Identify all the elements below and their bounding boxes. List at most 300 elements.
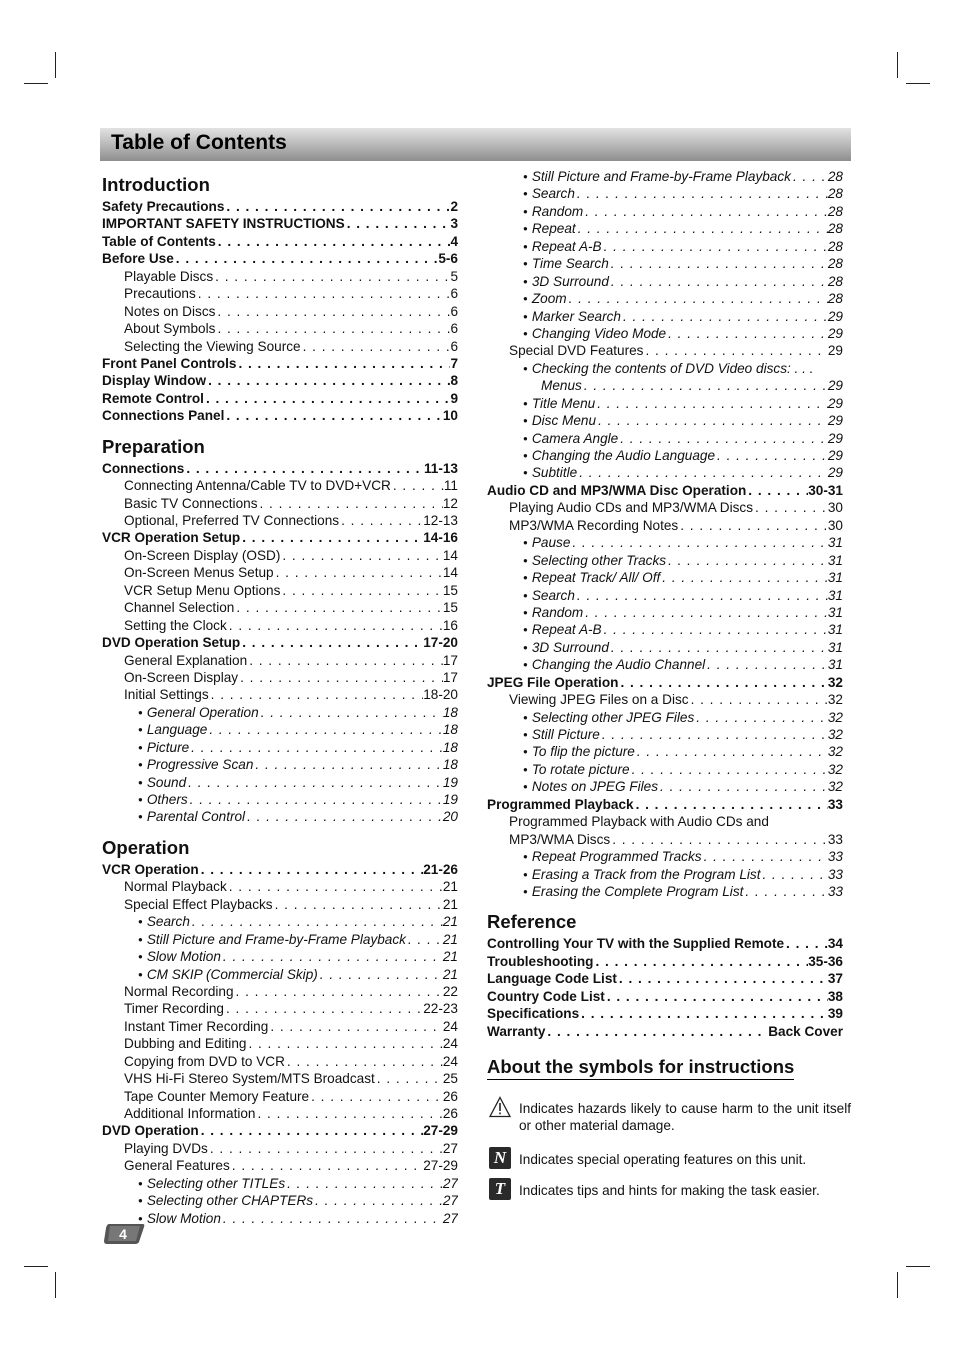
dot-leader — [567, 290, 828, 307]
toc-entry-title: ● Others — [138, 791, 188, 808]
toc-entry-title: Programmed Playback — [487, 796, 634, 812]
toc-entry-page: 26 — [442, 1106, 458, 1121]
toc-entry[interactable] — [487, 290, 843, 307]
toc-entry-title: ● To flip the picture — [523, 743, 635, 760]
dot-leader — [666, 552, 828, 569]
toc-entry-page: 30 — [827, 500, 843, 516]
toc-entry[interactable] — [102, 372, 458, 389]
toc-entry-page: 29 — [827, 308, 843, 324]
toc-entry-page: 29 — [827, 430, 843, 446]
dot-leader — [227, 617, 443, 634]
toc-entry-page: 18-20 — [423, 687, 458, 703]
toc-entry[interactable] — [487, 778, 843, 795]
dot-leader — [634, 796, 828, 813]
toc-entry-page: 11-13 — [423, 460, 458, 476]
toc-entry-page: 19 — [442, 774, 458, 790]
toc-entry[interactable] — [487, 848, 843, 865]
dot-leader — [694, 709, 828, 726]
toc-entry-title: ● Repeat A-B — [523, 238, 602, 255]
toc-entry-title: Tape Counter Memory Feature — [124, 1088, 310, 1104]
toc-entry[interactable] — [487, 464, 843, 481]
toc-entry-page: 32 — [827, 709, 843, 725]
toc-entry-page: 2 — [450, 199, 458, 214]
toc-entry-title: ● Title Menu — [523, 395, 595, 412]
toc-entry-page: 27 — [442, 1210, 458, 1226]
toc-entry[interactable] — [487, 499, 843, 516]
toc-entry-page: 17-20 — [423, 635, 458, 651]
dot-leader — [678, 517, 828, 534]
toc-entry-title: Timer Recording — [124, 1001, 224, 1017]
toc-entry-title: ● Changing the Audio Language — [523, 447, 715, 464]
dot-leader — [209, 686, 424, 703]
dot-leader — [753, 499, 828, 516]
toc-entry-title: ● Repeat A-B — [523, 621, 602, 638]
toc-entry[interactable] — [487, 534, 843, 551]
dot-leader — [236, 355, 450, 372]
toc-entry-page: 33 — [827, 866, 843, 882]
toc-entry[interactable] — [487, 621, 843, 638]
toc-entry[interactable] — [102, 878, 458, 895]
toc-entry-page: 21 — [442, 914, 458, 930]
toc-entry[interactable] — [102, 808, 458, 825]
toc-entry[interactable] — [102, 1018, 458, 1035]
toc-entry[interactable] — [487, 953, 843, 970]
dot-leader — [280, 582, 442, 599]
toc-entry-page: 33 — [827, 831, 843, 847]
toc-entry-title: ● Camera Angle — [523, 430, 618, 447]
toc-entry[interactable] — [102, 547, 458, 564]
toc-entry[interactable] — [487, 220, 843, 237]
dot-leader — [240, 634, 423, 651]
toc-entry-page: 27 — [442, 1175, 458, 1191]
toc-entry[interactable] — [487, 255, 843, 272]
toc-entry-title: Viewing JPEG Files on a Disc — [509, 692, 689, 708]
section-heading: Introduction — [102, 174, 210, 195]
toc-entry[interactable] — [487, 639, 843, 656]
toc-entry[interactable] — [487, 587, 843, 604]
toc-entry-title: Remote Control — [102, 390, 204, 406]
toc-entry-title: About Symbols — [124, 321, 216, 337]
dot-leader — [245, 808, 443, 825]
toc-entry[interactable] — [102, 198, 458, 215]
toc-entry[interactable] — [102, 460, 458, 477]
toc-entry[interactable] — [102, 669, 458, 686]
toc-entry[interactable] — [487, 656, 843, 673]
toc-entry[interactable] — [487, 866, 843, 883]
toc-entry[interactable] — [102, 599, 458, 616]
toc-entry-page: 33 — [827, 796, 843, 812]
toc-entry-title: ● Subtitle — [523, 464, 577, 481]
toc-entry[interactable] — [102, 1053, 458, 1070]
toc-entry[interactable] — [102, 1157, 458, 1174]
toc-entry-title: Basic TV Connections — [124, 495, 258, 511]
toc-entry[interactable] — [102, 1122, 458, 1139]
toc-entry-page: 31 — [827, 657, 843, 673]
toc-entry[interactable] — [102, 285, 458, 302]
toc-entry[interactable] — [487, 552, 843, 569]
toc-entry[interactable] — [102, 1140, 458, 1157]
dot-leader — [596, 412, 828, 429]
toc-entry-title: ● Still Picture and Frame-by-Frame Playback — [138, 931, 406, 948]
dot-leader — [575, 587, 828, 604]
dot-leader — [570, 534, 827, 551]
toc-entry-title: ● Repeat — [523, 220, 576, 237]
toc-entry-title: VCR Operation — [102, 861, 199, 877]
toc-entry-title: ● Checking the contents of DVD Video discs: . . . — [523, 360, 813, 377]
toc-entry[interactable] — [102, 233, 458, 250]
toc-entry[interactable] — [102, 1210, 458, 1227]
toc-entry-page: 24 — [442, 1036, 458, 1052]
toc-entry-page: 11 — [443, 478, 458, 494]
toc-entry[interactable] — [102, 215, 458, 232]
toc-entry-title: Before Use — [102, 251, 174, 267]
dot-leader — [238, 669, 443, 686]
toc-entry-page: 14 — [442, 547, 458, 563]
toc-entry[interactable] — [102, 948, 458, 965]
toc-entry[interactable] — [102, 495, 458, 512]
toc-entry[interactable] — [102, 529, 458, 546]
dot-leader — [593, 953, 808, 970]
toc-entry[interactable] — [102, 791, 458, 808]
toc-entry-title: Copying from DVD to VCR — [124, 1053, 285, 1069]
toc-entry-page: 24 — [442, 1053, 458, 1069]
toc-entry[interactable] — [487, 273, 843, 290]
toc-entry[interactable] — [487, 761, 843, 778]
toc-entry[interactable] — [487, 988, 843, 1005]
crop-mark — [55, 1272, 56, 1298]
toc-entry[interactable] — [487, 569, 843, 586]
toc-entry[interactable] — [487, 447, 843, 464]
dot-leader — [595, 395, 828, 412]
toc-entry-page: 32 — [827, 744, 843, 760]
toc-entry-page: 17 — [442, 652, 458, 668]
toc-entry[interactable] — [487, 308, 843, 325]
toc-entry-title: ● Progressive Scan — [138, 756, 253, 773]
crop-mark — [906, 83, 930, 84]
dot-leader — [213, 268, 450, 285]
crop-mark — [24, 1266, 48, 1267]
toc-entry[interactable] — [102, 477, 458, 494]
note-n-icon: N — [489, 1147, 511, 1169]
toc-entry-title: ● Repeat Programmed Tracks — [523, 848, 702, 865]
toc-entry-title: DVD Operation Setup — [102, 635, 241, 651]
toc-entry[interactable] — [102, 1175, 458, 1192]
toc-entry-title: Connections — [102, 460, 185, 476]
toc-entry-page: 31 — [827, 604, 843, 620]
toc-entry-page: 32 — [827, 692, 843, 708]
toc-entry[interactable] — [102, 634, 458, 651]
section-heading: Operation — [102, 836, 190, 858]
toc-entry-title: Precautions — [124, 286, 196, 302]
toc-entry-page: 14 — [442, 565, 458, 581]
toc-entry[interactable] — [487, 831, 843, 848]
dot-leader — [247, 652, 443, 669]
toc-entry-title: Setting the Clock — [124, 617, 227, 633]
toc-entry-page: 27 — [442, 1193, 458, 1209]
toc-entry-page: 28 — [827, 238, 843, 254]
symbol-item-note — [489, 1147, 851, 1171]
toc-entry-page: 27-29 — [423, 1158, 458, 1174]
dot-leader — [215, 320, 450, 337]
dot-leader — [309, 1088, 443, 1105]
toc-entry-page: 29 — [827, 395, 843, 411]
toc-entry-page: 31 — [827, 552, 843, 568]
toc-entry-title: ● Search — [523, 587, 575, 604]
dot-leader — [715, 447, 828, 464]
dot-leader — [609, 255, 828, 272]
toc-entry-page: 32 — [827, 674, 843, 690]
toc-entry[interactable] — [102, 983, 458, 1000]
toc-entry-page: 38 — [827, 988, 843, 1004]
toc-entry[interactable] — [102, 1192, 458, 1209]
toc-entry[interactable] — [102, 564, 458, 581]
dot-leader — [575, 185, 828, 202]
toc-entry[interactable] — [487, 360, 843, 377]
toc-entry[interactable] — [102, 739, 458, 756]
toc-entry[interactable] — [487, 743, 843, 760]
toc-entry[interactable] — [102, 704, 458, 721]
toc-entry-page: 29 — [827, 325, 843, 341]
dot-leader — [791, 168, 828, 185]
dot-leader — [643, 342, 827, 359]
toc-entry-page: 15 — [442, 582, 458, 598]
dot-leader — [206, 372, 450, 389]
toc-entry-title: Normal Recording — [124, 983, 234, 999]
toc-entry-page: 28 — [827, 256, 843, 272]
toc-entry-page: 29 — [827, 343, 843, 359]
toc-entry[interactable] — [102, 774, 458, 791]
toc-entry-title: ● Still Picture — [523, 726, 600, 743]
toc-entry[interactable] — [487, 203, 843, 220]
toc-entry-title: ● Parental Control — [138, 808, 245, 825]
dot-leader — [240, 529, 423, 546]
toc-entry-title: ● Picture — [138, 739, 189, 756]
toc-entry[interactable] — [102, 652, 458, 669]
toc-entry-page: 18 — [442, 722, 458, 738]
dot-leader — [318, 966, 443, 983]
toc-entry-title: ● Marker Search — [523, 308, 621, 325]
dot-leader — [301, 338, 451, 355]
toc-entry-title: Normal Playback — [124, 879, 227, 895]
toc-entry[interactable] — [487, 1005, 843, 1022]
dot-leader — [186, 774, 443, 791]
toc-entry[interactable] — [102, 407, 458, 424]
toc-entry-page: 21-26 — [423, 861, 458, 877]
toc-entry-title: DVD Operation — [102, 1123, 199, 1139]
dot-leader — [618, 430, 828, 447]
dot-leader — [189, 739, 443, 756]
toc-entry-page: 6 — [450, 303, 458, 319]
toc-entry[interactable] — [487, 935, 843, 952]
toc-entry[interactable] — [487, 377, 843, 394]
toc-entry-page: 19 — [442, 792, 458, 807]
toc-entry[interactable] — [102, 320, 458, 337]
toc-entry[interactable] — [102, 861, 458, 878]
toc-entry-page: 3 — [450, 216, 458, 232]
toc-entry-title: Menus — [541, 378, 582, 394]
toc-entry-title: Display Window — [102, 373, 207, 389]
toc-entry[interactable] — [487, 691, 843, 708]
dot-leader — [274, 564, 443, 581]
page-number-badge — [103, 1222, 145, 1246]
toc-entry[interactable] — [487, 185, 843, 202]
toc-entry[interactable] — [102, 1000, 458, 1017]
dot-leader — [215, 303, 450, 320]
dot-leader — [375, 1070, 443, 1087]
toc-entry[interactable] — [487, 395, 843, 412]
toc-entry-title: ● Slow Motion — [138, 1210, 221, 1227]
toc-entry-page: 12 — [442, 495, 458, 511]
dot-leader — [196, 285, 451, 302]
toc-entry-page: 31 — [827, 639, 843, 655]
toc-entry-page: 5-6 — [438, 251, 458, 267]
toc-entry[interactable] — [102, 721, 458, 738]
title-bar — [100, 128, 851, 161]
toc-entry-title: ● Repeat Track/ All/ Off — [523, 569, 660, 586]
toc-entry[interactable] — [487, 970, 843, 987]
toc-entry-page: 6 — [450, 338, 458, 354]
toc-entry-page: 35-36 — [808, 953, 843, 969]
toc-entry-page: 9 — [450, 390, 458, 406]
toc-entry-page: 31 — [827, 570, 843, 586]
dot-leader — [618, 674, 827, 691]
toc-entry[interactable] — [487, 238, 843, 255]
toc-entry-title: ● Changing the Audio Channel — [523, 656, 705, 673]
toc-entry[interactable] — [487, 883, 843, 900]
toc-entry[interactable] — [487, 325, 843, 342]
dot-leader — [313, 1192, 443, 1209]
toc-entry[interactable] — [102, 1088, 458, 1105]
dot-leader — [224, 407, 443, 424]
toc-entry[interactable] — [102, 966, 458, 983]
toc-entry[interactable] — [487, 813, 843, 830]
toc-entry[interactable] — [102, 512, 458, 529]
dot-leader — [280, 547, 443, 564]
toc-entry[interactable] — [102, 355, 458, 372]
toc-entry-title: Dubbing and Editing — [124, 1036, 247, 1052]
toc-entry[interactable] — [102, 582, 458, 599]
toc-entry[interactable] — [102, 390, 458, 407]
dot-leader — [253, 756, 442, 773]
toc-entry[interactable] — [102, 756, 458, 773]
toc-entry-title: ● Changing Video Mode — [523, 325, 666, 342]
toc-entry[interactable] — [487, 412, 843, 429]
dot-leader — [259, 704, 443, 721]
toc-entry-page: 25 — [442, 1071, 458, 1087]
toc-entry-title: ● Pause — [523, 534, 570, 551]
toc-entry-title: JPEG File Operation — [487, 674, 619, 690]
toc-entry-page: 4 — [450, 233, 458, 249]
toc-entry-title: ● General Operation — [138, 704, 259, 721]
toc-entry[interactable] — [487, 168, 843, 185]
toc-entry[interactable] — [487, 709, 843, 726]
dot-leader — [545, 1023, 768, 1040]
toc-entry-title: Warranty — [487, 1023, 546, 1039]
dot-leader — [666, 325, 828, 342]
toc-entry-page: 28 — [827, 186, 843, 202]
dot-leader — [224, 198, 450, 215]
toc-entry[interactable] — [487, 482, 843, 499]
toc-entry[interactable] — [102, 896, 458, 913]
toc-entry-page: Back Cover — [768, 1023, 843, 1039]
dot-leader — [208, 1140, 443, 1157]
toc-entry-title: Initial Settings — [124, 687, 209, 703]
toc-entry-title: ● To rotate picture — [523, 761, 630, 778]
symbol-text: Indicates tips and hints for making the task easier. — [519, 1183, 820, 1198]
toc-entry[interactable] — [487, 517, 843, 534]
toc-entry-page: 29 — [827, 378, 843, 394]
toc-entry-page: 6 — [450, 321, 458, 337]
crop-mark — [55, 52, 56, 78]
dot-leader — [174, 250, 439, 267]
toc-entry[interactable] — [102, 913, 458, 930]
toc-entry-title: Safety Precautions — [102, 199, 225, 214]
toc-entry-title: ● Notes on JPEG Files — [523, 778, 658, 795]
crop-mark — [897, 1272, 898, 1298]
dot-leader — [630, 761, 828, 778]
toc-entry[interactable] — [487, 726, 843, 743]
toc-entry-page: 37 — [827, 971, 843, 987]
toc-entry-title: Front Panel Controls — [102, 355, 237, 371]
toc-entry[interactable] — [102, 1070, 458, 1087]
toc-entry-page: 28 — [827, 169, 843, 184]
toc-entry[interactable] — [102, 931, 458, 948]
tip-t-icon: T — [489, 1178, 511, 1200]
toc-entry-title: ● CM SKIP (Commercial Skip) — [138, 966, 318, 983]
dot-leader — [406, 931, 443, 948]
toc-entry[interactable] — [487, 430, 843, 447]
dot-leader — [617, 970, 828, 987]
toc-entry-title: On-Screen Menus Setup — [124, 565, 274, 581]
toc-entry[interactable] — [102, 617, 458, 634]
toc-entry-title: Instant Timer Recording — [124, 1018, 269, 1034]
toc-entry-title: ● Slow Motion — [138, 948, 221, 965]
toc-entry[interactable] — [487, 342, 843, 359]
toc-entry-page: 18 — [442, 739, 458, 755]
dot-leader — [702, 848, 828, 865]
toc-entry-page: 6 — [450, 286, 458, 302]
dot-leader — [199, 1122, 424, 1139]
toc-entry[interactable] — [102, 250, 458, 267]
toc-entry-page: 21 — [442, 896, 458, 912]
dot-leader — [285, 1053, 443, 1070]
toc-entry-title: IMPORTANT SAFETY INSTRUCTIONS — [102, 216, 345, 232]
dot-leader — [255, 1105, 442, 1122]
toc-entry[interactable] — [487, 604, 843, 621]
toc-entry[interactable] — [102, 1105, 458, 1122]
toc-entry[interactable] — [102, 268, 458, 285]
toc-entry-title: Channel Selection — [124, 600, 235, 616]
dot-leader — [605, 988, 828, 1005]
toc-entry-page: 34 — [827, 936, 843, 952]
toc-entry-title: General Features — [124, 1158, 230, 1174]
toc-entry[interactable] — [102, 1035, 458, 1052]
section-heading: Preparation — [102, 435, 205, 457]
toc-entry[interactable] — [102, 338, 458, 355]
toc-entry-page: 18 — [442, 757, 458, 773]
toc-entry[interactable] — [102, 303, 458, 320]
toc-entry-title: Selecting the Viewing Source — [124, 338, 301, 354]
toc-entry-title: ● Selecting other TITLEs — [138, 1175, 285, 1192]
toc-entry-page: 12-13 — [423, 513, 458, 528]
toc-entry[interactable] — [487, 674, 843, 691]
toc-entry[interactable] — [487, 1023, 843, 1040]
toc-entry[interactable] — [487, 796, 843, 813]
dot-leader — [339, 512, 423, 529]
toc-entry[interactable] — [102, 686, 458, 703]
dot-leader — [582, 377, 828, 394]
toc-entry-title: Troubleshooting — [487, 953, 594, 969]
